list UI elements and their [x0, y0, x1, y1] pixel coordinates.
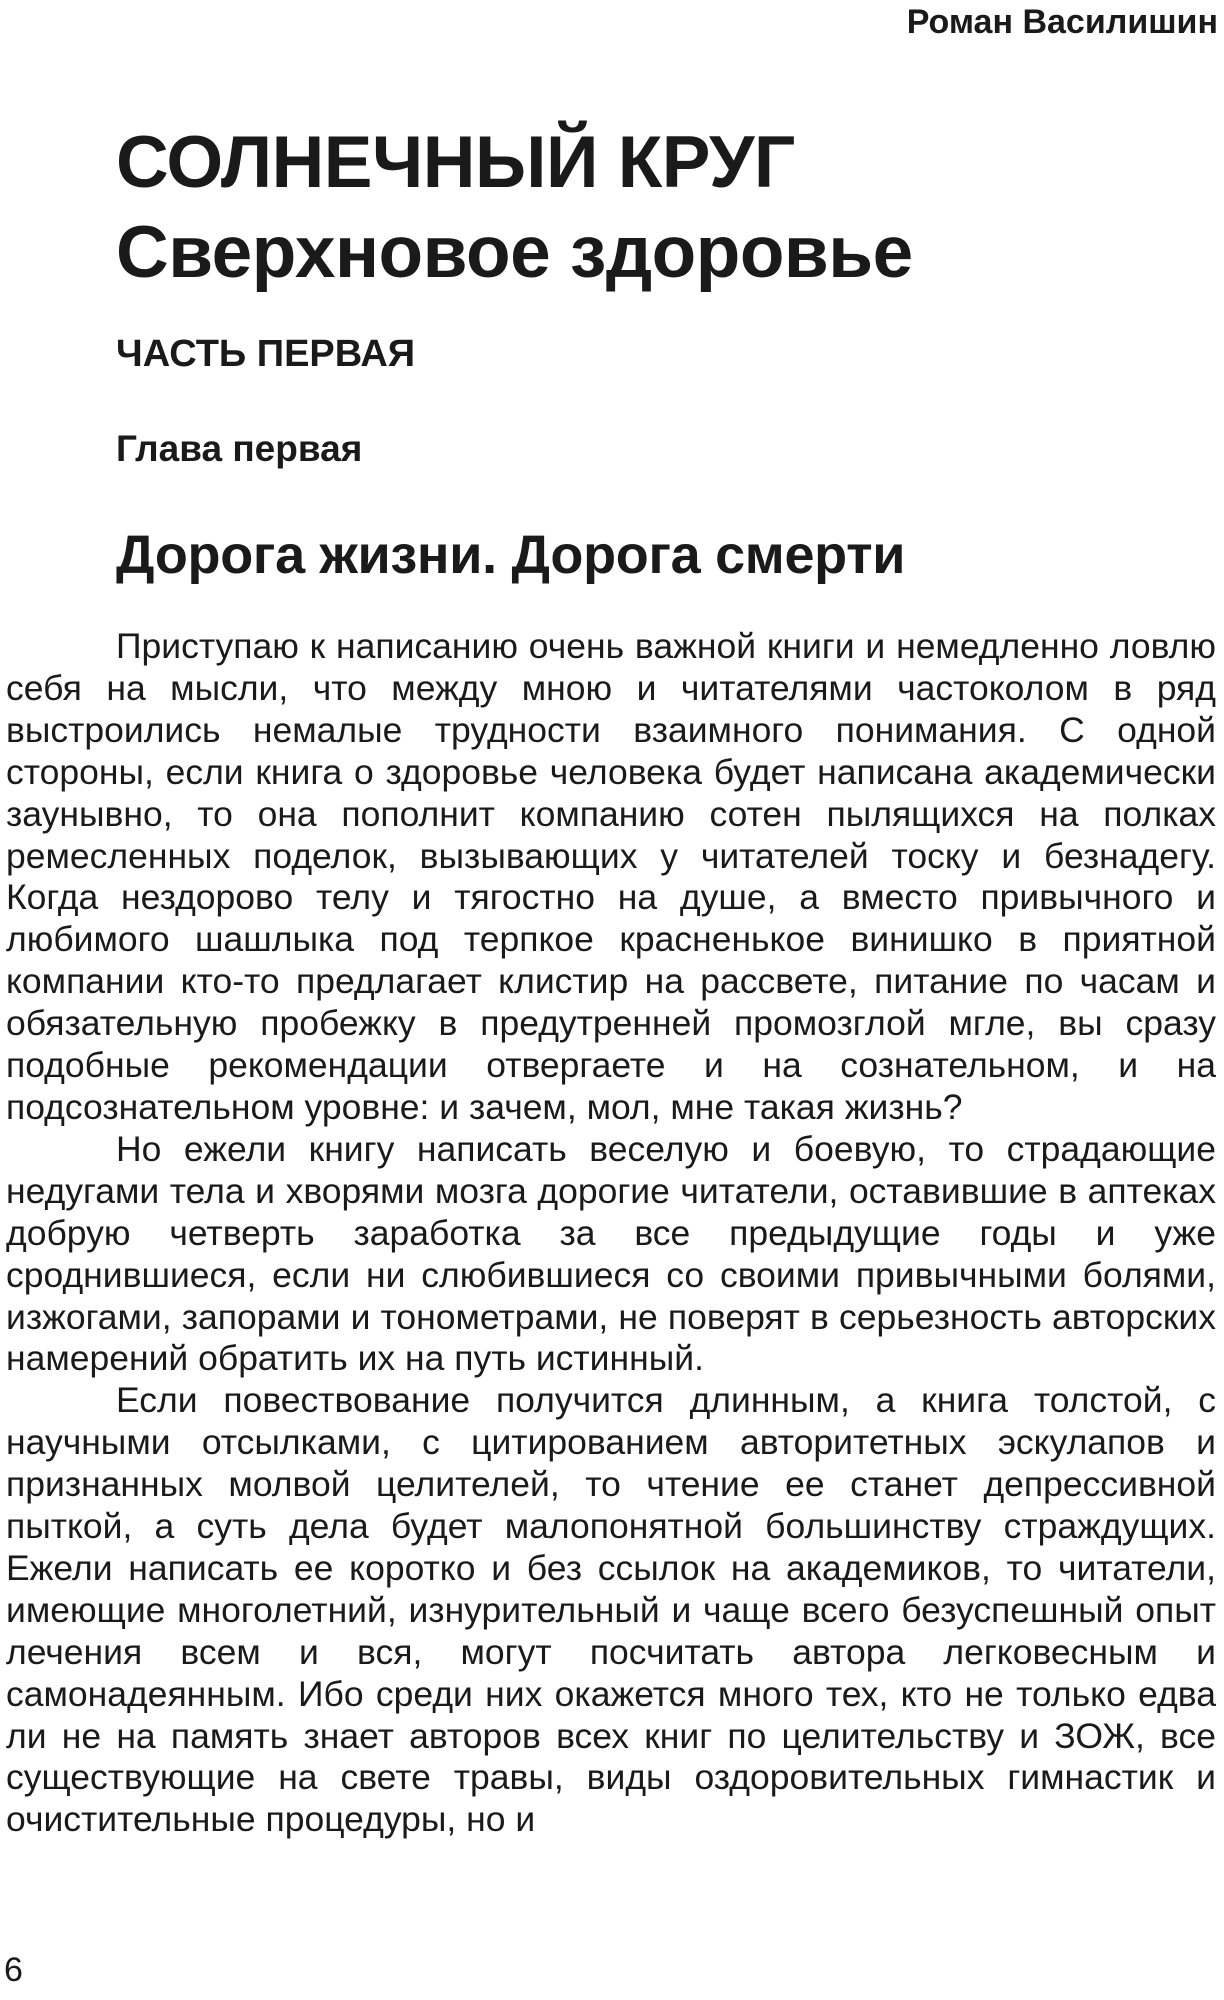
paragraph: Приступаю к написанию очень важной книги и немедленно ловлю себя на мысли, что между мною и читателями частоколом в ряд выстроились немалые трудности взаимного понимания. С одной стороны, если книга о здоровье человека будет написана академически заунывно, то она пополнит компанию сотен пылящихся на полках ремесленных поделок, вызывающих у читателей тоску и безнадегу. Когда нездорово телу и тягостно на душе, а вместо привычного и любимого шашлыка под терпкое красненькое винишко в приятной компании кто-то предлагает клистир на рассвете, питание по часам и обязательную пробежку в предутренней промозглой мгле, вы сразу подобные рекомендации отвергаете и на сознательном, и на подсознательном уровне: и зачем, мол, мне такая жизнь?: [6, 626, 1216, 1127]
book-subtitle: Сверхновое здоровье: [116, 212, 913, 293]
paragraph: Но ежели книгу написать веселую и боевую, то страдающие недугами тела и хворями мозга дорогие читатели, оставившие в аптеках добрую четверть заработка за все предыдущие годы и уже сроднившиеся, если ни слюбившиеся со своими привычными болями, изжогами, запорами и тонометрами, не поверят в серьезность авторских намерений обратить их на путь истинный.: [6, 1128, 1216, 1379]
chapter-title: Дорога жизни. Дорога смерти: [116, 525, 906, 585]
body-text: [6, 626, 1216, 1841]
chapter-label: Глава первая: [116, 428, 363, 469]
book-title: СОЛНЕЧНЫЙ КРУГ: [116, 122, 795, 203]
page-number: 6: [4, 1951, 23, 1989]
running-header-author: Роман Василишин: [906, 3, 1218, 41]
part-heading: ЧАСТЬ ПЕРВАЯ: [116, 333, 416, 375]
paragraph: Если повествование получится длинным, а книга толстой, с научными отсылками, с цитированием авторитетных эскулапов и признанных молвой целителей, то чтение ее станет депрессивной пыткой, а суть дела будет малопонятной большинству страждущих. Ежели написать ее коротко и без ссылок на академиков, то читатели, имеющие многолетний, изнурительный и чаще всего безуспешный опыт лечения всем и вся, могут посчитать автора легковесным и самонадеянным. Ибо среди них окажется много тех, кто не только едва ли не на память знает авторов всех книг по целительству и ЗОЖ, все существующие на свете травы, виды оздоровительных гимнастик и очистительные процедуры, но и: [6, 1380, 1216, 1840]
heading-block: [116, 118, 1200, 585]
